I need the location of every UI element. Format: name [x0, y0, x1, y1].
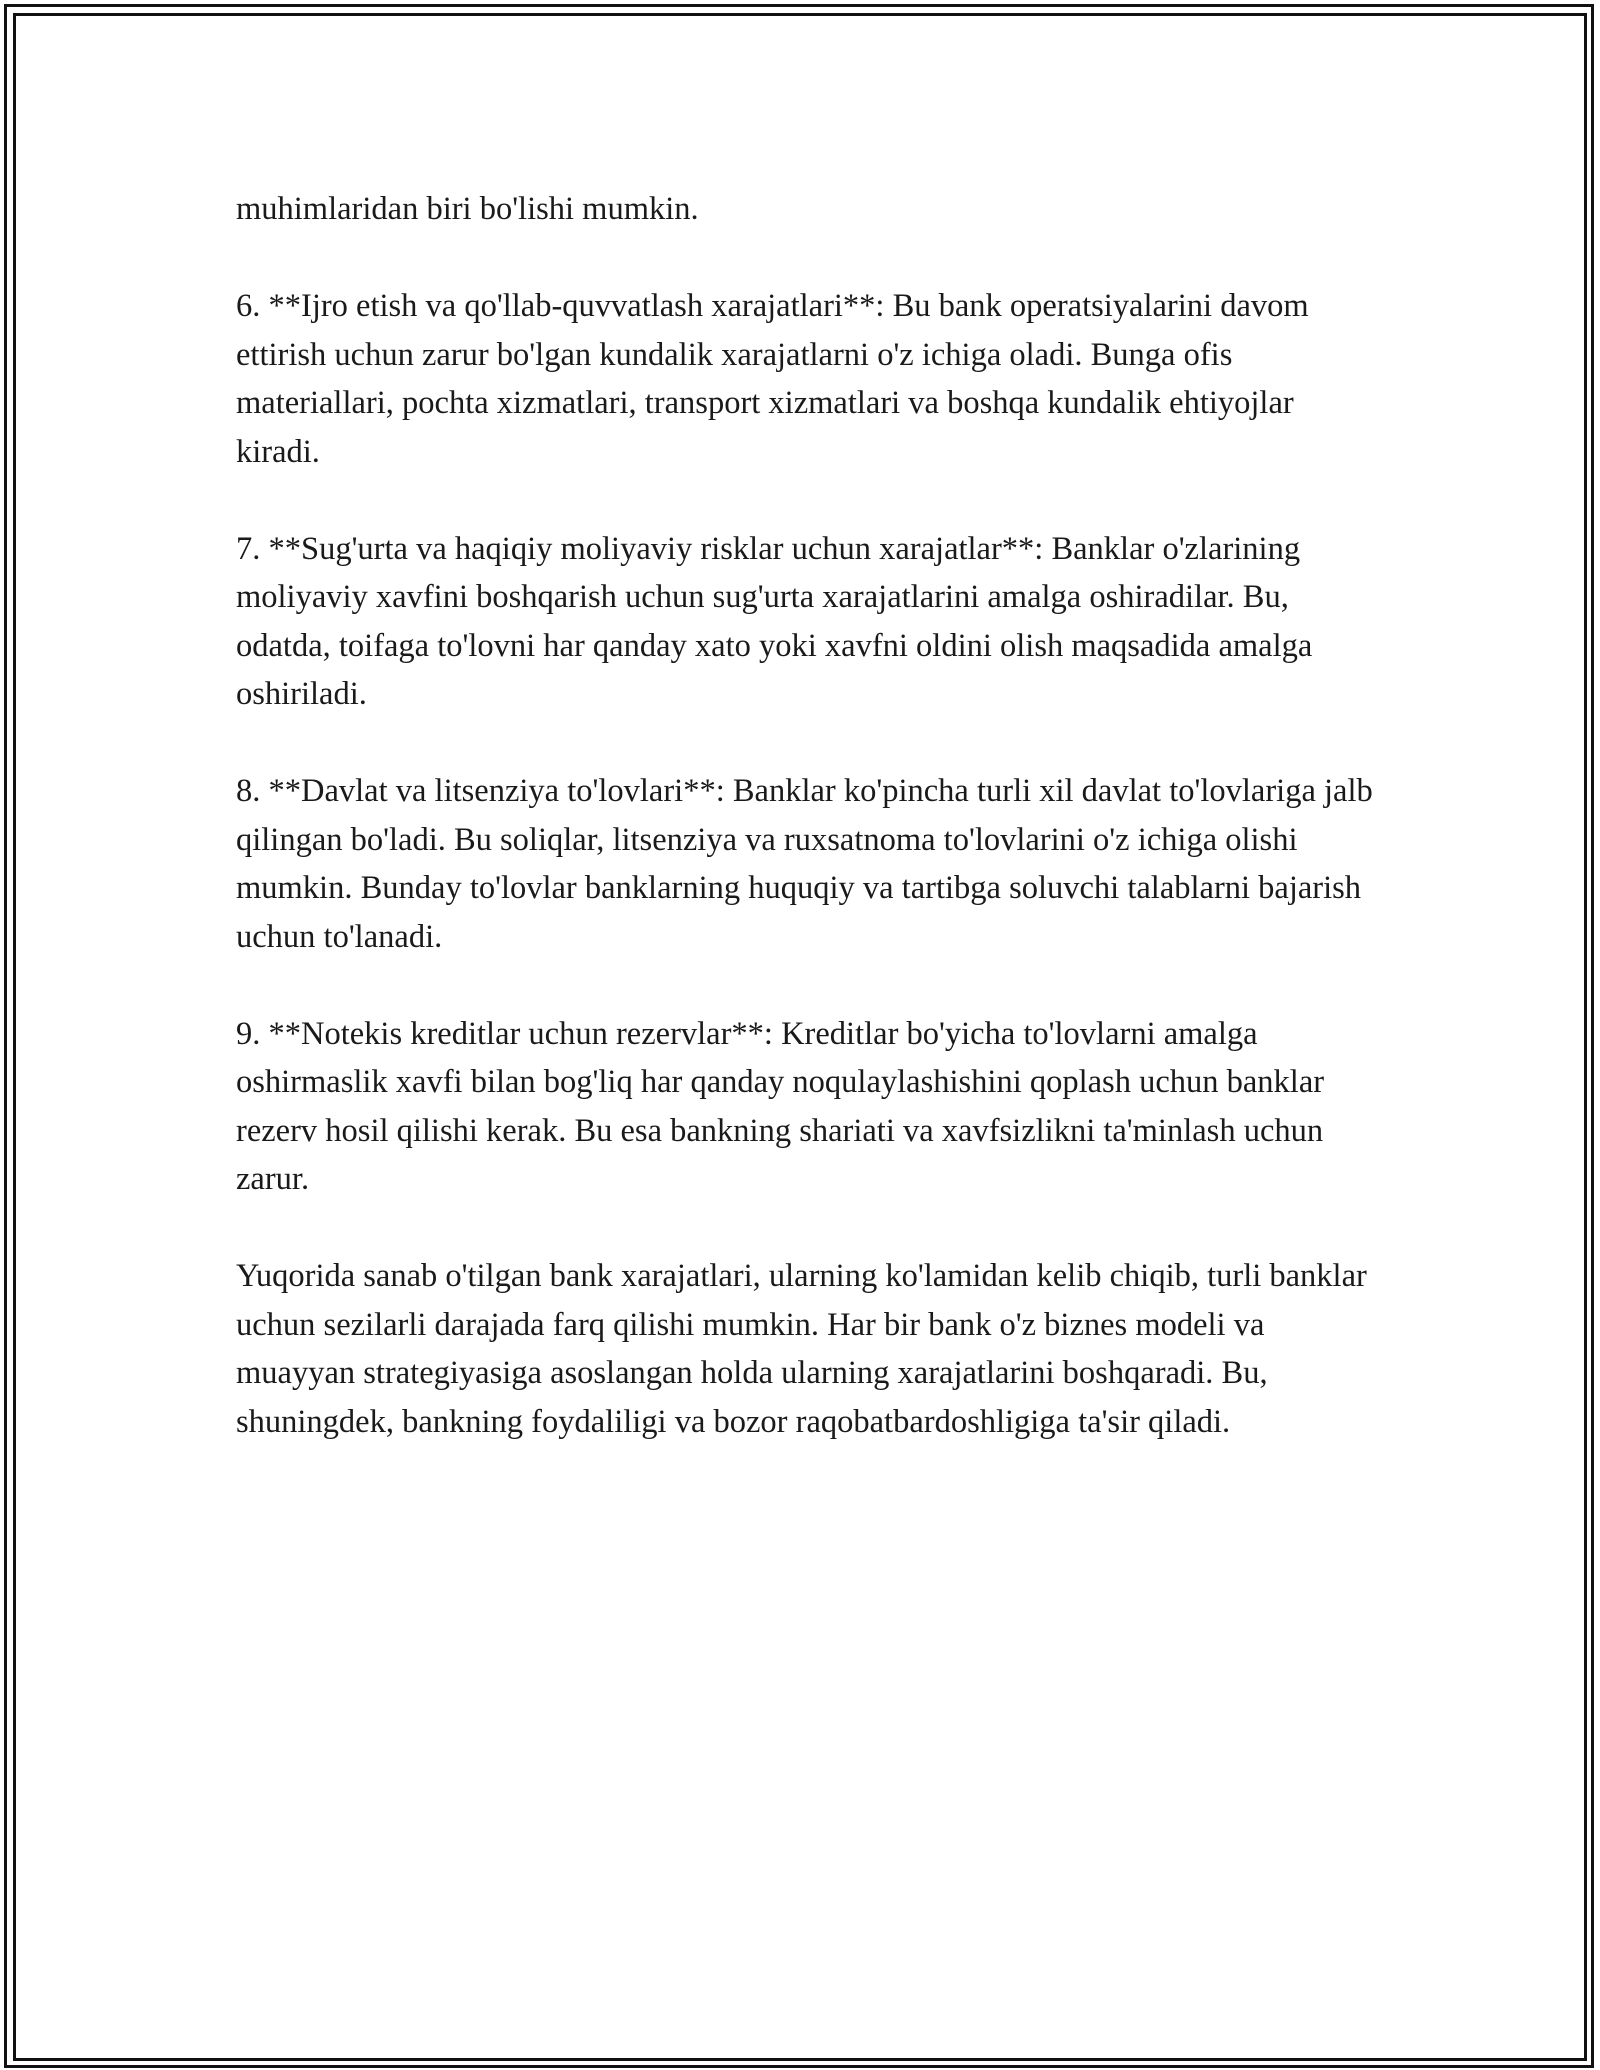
document-body	[236, 185, 1376, 1446]
paragraph-continuation: muhimlaridan biri bo'lishi mumkin.	[236, 191, 699, 227]
paragraph-item-7: 7. **Sug'urta va haqiqiy moliyaviy risklar uchun xarajatlar**: Banklar o'zlarining moliyaviy xavfini boshqarish uchun sug'urta xarajatlarini amalga oshiradilar. Bu, odatda, toifaga to'lovni har qanday xato yoki xavfni oldini olish maqsadida amalga oshiriladi.	[236, 530, 1313, 712]
paragraph-item-6: 6. **Ijro etish va qo'llab-quvvatlash xarajatlari**: Bu bank operatsiyalarini davom ettirish uchun zarur bo'lgan kundalik xarajatlarni o'z ichiga oladi. Bunga ofis materiallari, pochta xizmatlari, transport xizmatlari va boshqa kundalik ehtiyojlar kiradi.	[236, 288, 1309, 470]
paragraph-item-9: 9. **Notekis kreditlar uchun rezervlar**: Kreditlar bo'yicha to'lovlarni amalga oshirmaslik xavfi bilan bog'liq har qanday noqulaylashishini qoplash uchun banklar rezerv hosil qilishi kerak. Bu esa bankning shariati va xavfsizlikni ta'minlash uchun zarur.	[236, 1015, 1325, 1197]
paragraph-conclusion: Yuqorida sanab o'tilgan bank xarajatlari, ularning ko'lamidan kelib chiqib, turli banklar uchun sezilarli darajada farq qilishi mumkin. Har bir bank o'z biznes modeli va muayyan strategiyasiga asoslangan holda ularning xarajatlarini boshqaradi. Bu, shuningdek, bankning foydaliligi va bozor raqobatbardoshligiga ta'sir qiladi.	[236, 1258, 1367, 1440]
paragraph-item-8: 8. **Davlat va litsenziya to'lovlari**: Banklar ko'pincha turli xil davlat to'lovlariga jalb qilingan bo'ladi. Bu soliqlar, litsenziya va ruxsatnoma to'lovlarini o'z ichiga olishi mumkin. Bunday to'lovlar banklarning huquqiy va tartibga soluvchi talablarni bajarish uchun to'lanadi.	[236, 773, 1373, 955]
